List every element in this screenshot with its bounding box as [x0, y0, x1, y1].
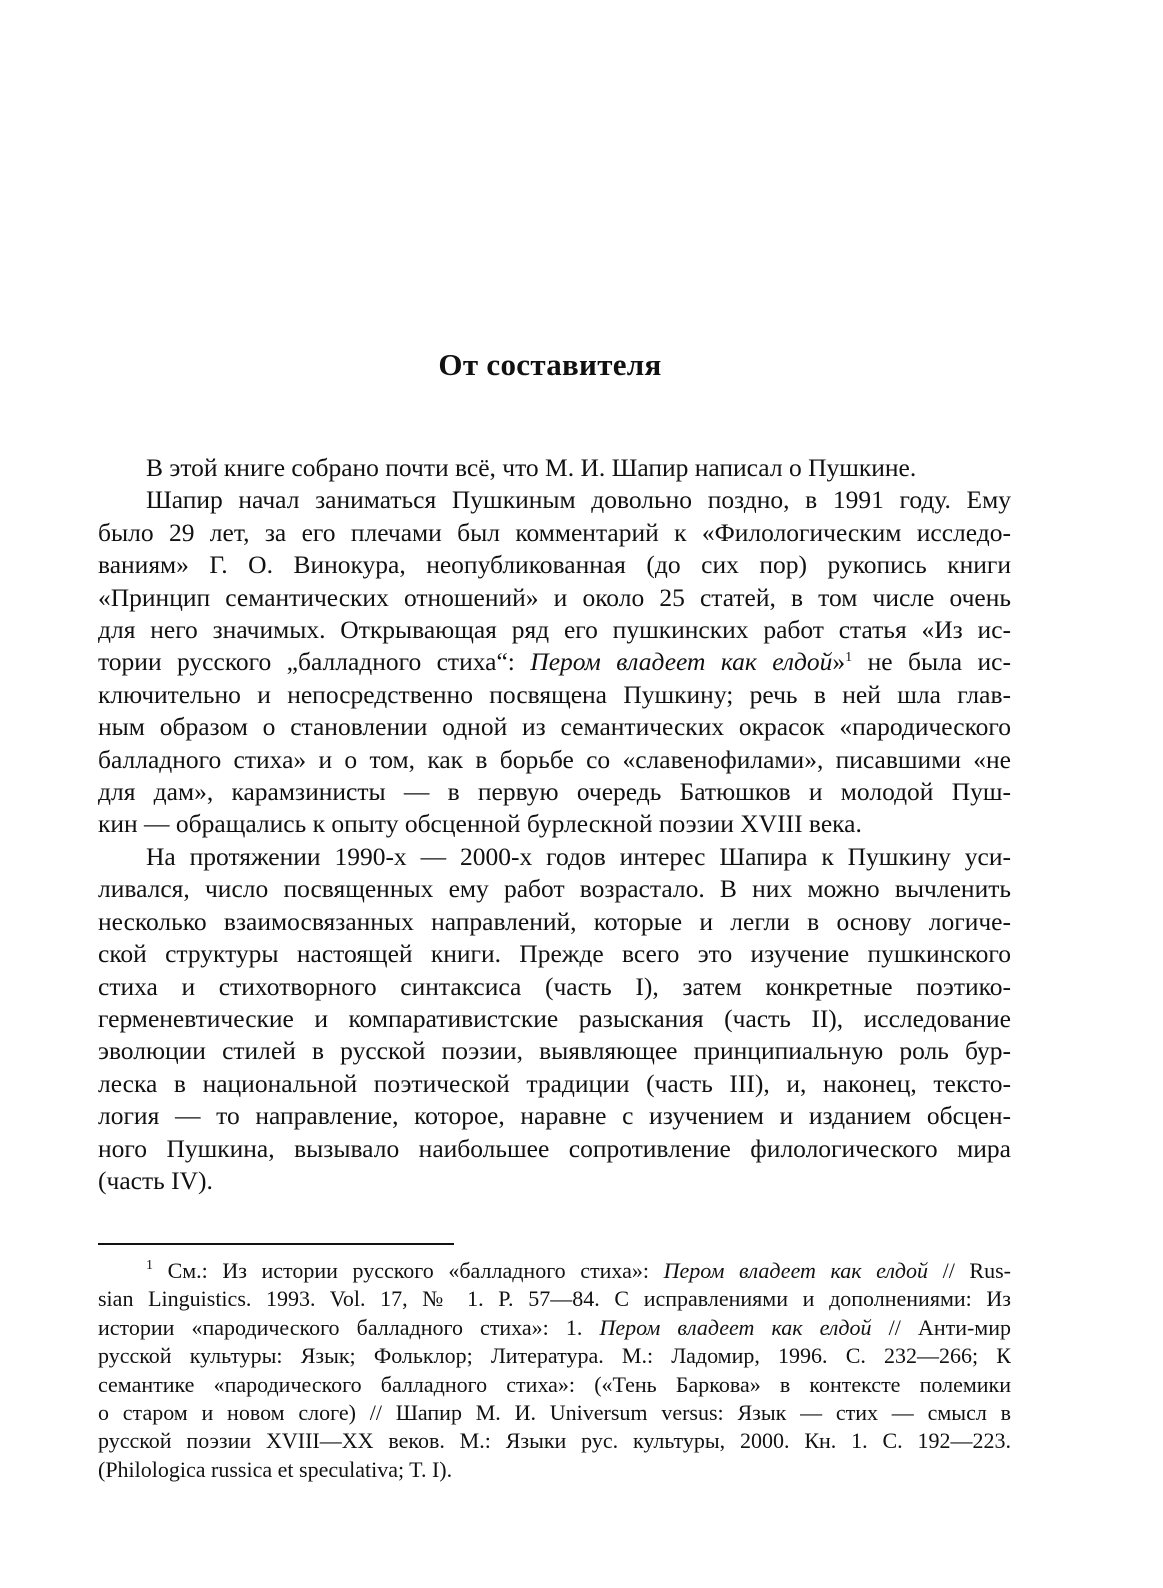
- footnote: [98, 1257, 1011, 1484]
- italic-title: Пером владеет как елдой: [599, 1314, 872, 1340]
- footnote-line: [98, 1314, 1011, 1342]
- text-line: логия — то направление, которое, наравне с изучением и изданием обсцен-: [98, 1101, 1011, 1131]
- footnote-mark: 1: [146, 1258, 153, 1273]
- text-line: (часть IV).: [98, 1165, 213, 1195]
- text-line: балладного стиха» и о том, как в борьбе со «славенофилами», писавшими «не: [98, 744, 1011, 774]
- text-line: было 29 лет, за его плечами был комментарий к «Филологическим исследо-: [98, 517, 1011, 547]
- footnote-line: [98, 1257, 1011, 1285]
- text-line: «Принцип семантических отношений» и около 25 статей, в том числе очень: [98, 582, 1011, 612]
- text-run: »: [832, 647, 846, 677]
- text-line: На протяжении 1990-х — 2000-х годов интерес Шапира к Пушкину уси-: [146, 841, 1011, 871]
- footnote-separator: [98, 1243, 454, 1245]
- footnote-line: sian Linguistics. 1993. Vol. 17, № 1. P. 57—84. С исправлениями и дополнениями: Из: [98, 1286, 1011, 1312]
- text-run: // Анти-мир: [871, 1314, 1012, 1340]
- text-line: леска в национальной поэтической традиции (часть III), и, наконец, тексто-: [98, 1068, 1011, 1098]
- text-line: ного Пушкина, вызывало наибольшее сопротивление филологического мира: [98, 1133, 1011, 1163]
- text-run: См.: Из истории русского «балладного стиха»:: [153, 1258, 664, 1283]
- footnote-line: (Philologica russica et speculativa; T. I).: [98, 1456, 453, 1482]
- footnote-line: семантике «пародического балладного стиха»: («Тень Баркова» в контексте полемики: [98, 1371, 1011, 1397]
- text-line: ваниям» Г. О. Винокура, неопубликованная (до сих пор) рукопись книги: [98, 550, 1011, 580]
- text-line: ливался, число посвященных ему работ возрастало. В них можно вычленить: [98, 874, 1011, 904]
- text-line: для дам», карамзинисты — в первую очередь Батюшков и молодой Пуш-: [98, 777, 1011, 807]
- text-line: В этой книге собрано почти всё, что М. И. Шапир написал о Пушкине.: [146, 453, 917, 482]
- paragraph-2: [98, 484, 1011, 840]
- footnote-reference[interactable]: 1: [845, 650, 853, 666]
- text-line: эволюции стилей в русской поэзии, выявляющее принципиальную роль бур-: [98, 1036, 1011, 1066]
- text-run: тории русского „балладного стиха“:: [98, 647, 531, 677]
- text-line: кин — обращались к опыту обсценной бурлескной поэзии XVIII века.: [98, 809, 862, 839]
- footnote-line: русской поэзии XVIII—XX веков. М.: Языки рус. культуры, 2000. Кн. 1. С. 192—223.: [98, 1428, 1011, 1454]
- main-text: [98, 452, 1011, 1197]
- text-run: истории «пародического балладного стиха»: 1.: [98, 1314, 600, 1340]
- italic-title: Пером владеет как елдой: [663, 1258, 929, 1283]
- text-run: не была ис-: [852, 647, 1011, 677]
- text-run: // Rus-: [928, 1258, 1011, 1283]
- text-line: ской структуры настоящей книги. Прежде всего это изучение пушкинского: [98, 939, 1011, 969]
- page-title: От составителя: [438, 347, 662, 382]
- text-line: ным образом о становлении одной из семантических окрасок «пародического: [98, 712, 1011, 742]
- footnote-line: о старом и новом слоге) // Шапир М. И. Universum versus: Язык — стих — смысл в: [98, 1400, 1011, 1426]
- text-line: для него значимых. Открывающая ряд его пушкинских работ статья «Из ис-: [98, 615, 1011, 645]
- paragraph-3: [98, 841, 1011, 1197]
- text-line: стиха и стихотворного синтаксиса (часть I), затем конкретные поэтико-: [98, 971, 1011, 1001]
- paragraph-1: [98, 452, 1011, 484]
- text-line-with-footnote-ref: [98, 646, 1011, 678]
- footnote-line: русской культуры: Язык; Фольклор; Литература. М.: Ладомир, 1996. С. 232—266; К: [98, 1343, 1011, 1369]
- text-line: несколько взаимосвязанных направлений, которые и легли в основу логиче-: [98, 906, 1011, 936]
- text-line: ключительно и непосредственно посвящена Пушкину; речь в ней шла глав-: [98, 679, 1011, 709]
- text-line: герменевтические и компаративистские разыскания (часть II), исследование: [98, 1003, 1011, 1033]
- text-line: Шапир начал заниматься Пушкиным довольно поздно, в 1991 году. Ему: [146, 485, 1011, 515]
- italic-title: Пером владеет как елдой: [530, 647, 833, 677]
